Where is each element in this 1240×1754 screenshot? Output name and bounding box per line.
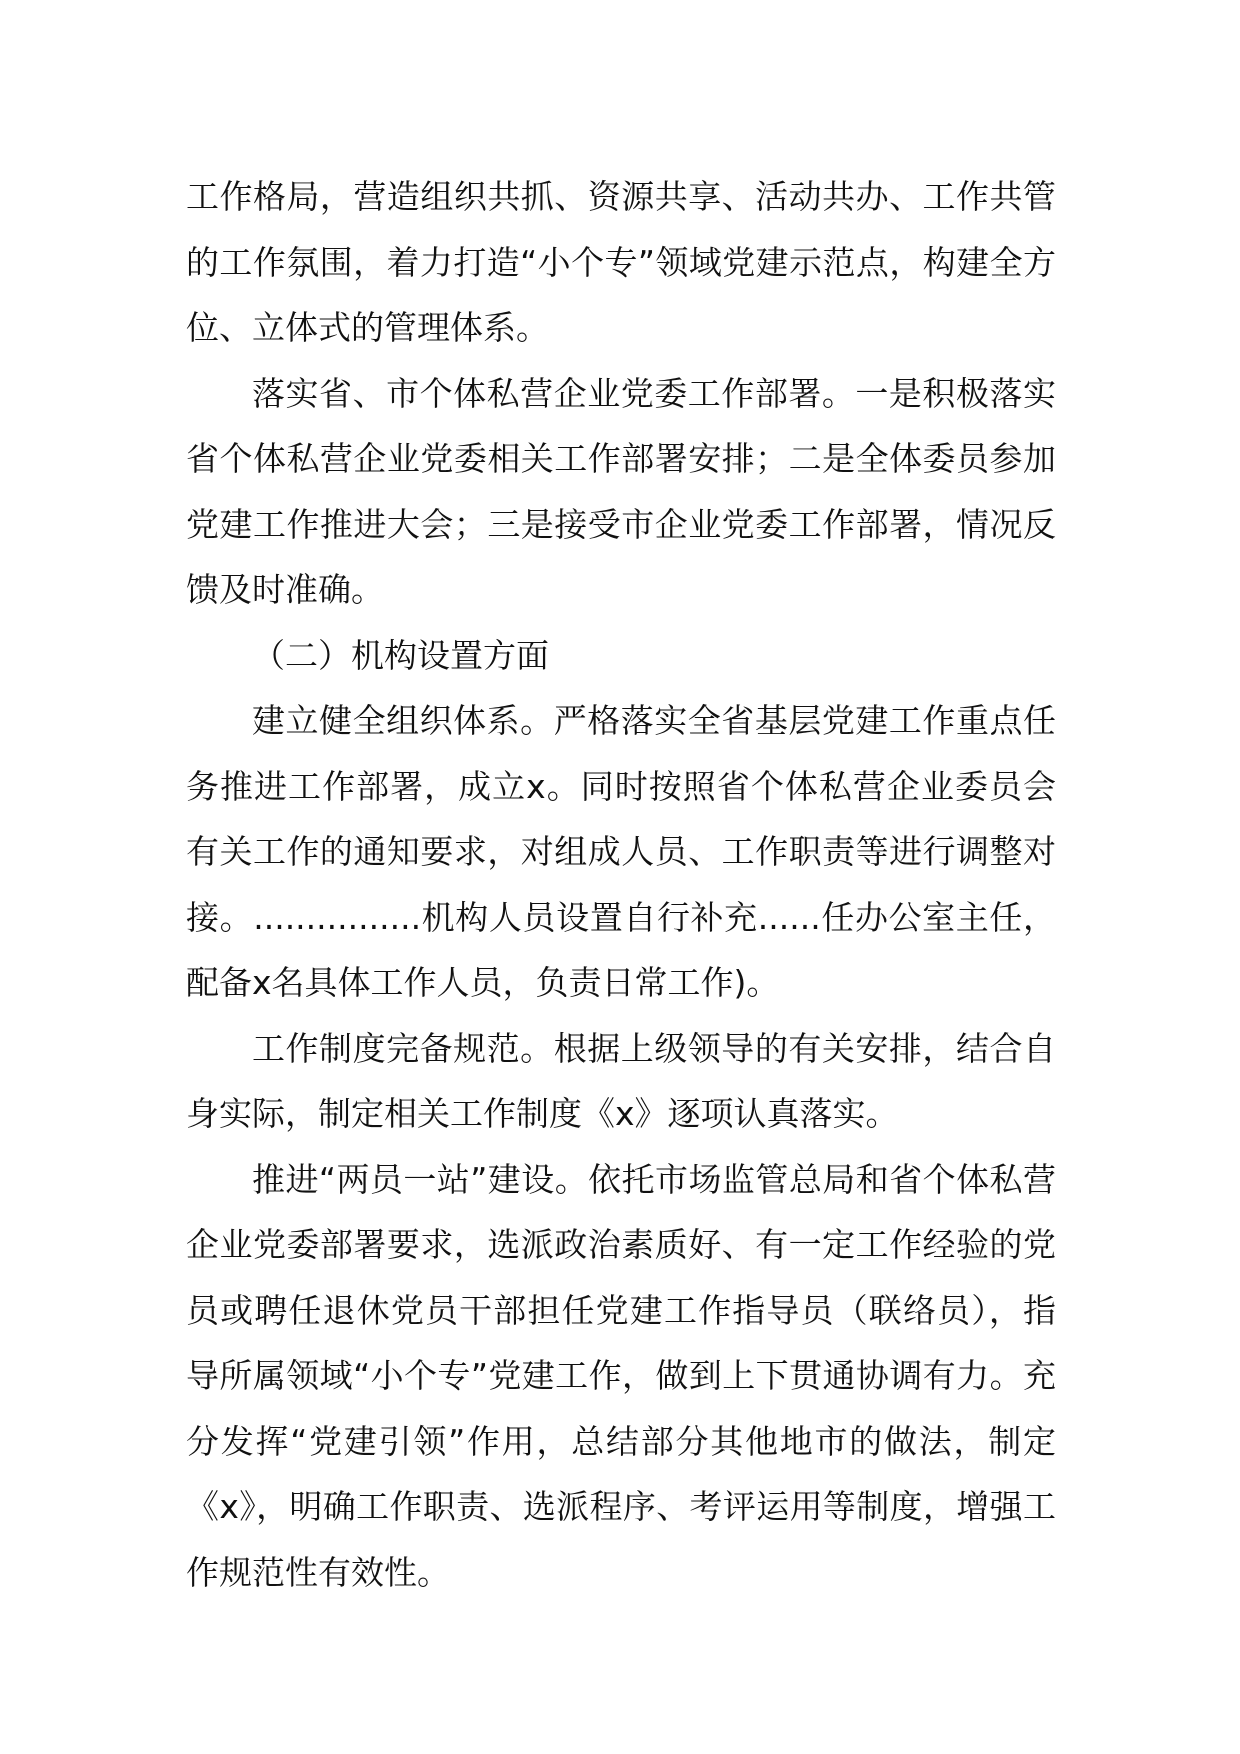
paragraph-two-members-one-station: 推进“两员一站”建设。依托市场监管总局和省个体私营企业党委部署要求，选派政治素质好、有一定工作经验的党员或聘任退休党员干部担任党建工作指导员（联络员），指导所属领域“小个专”党建工作，做到上下贯通协调有力。充分发挥“党建引领”作用，总结部分其他地市的做法，制定《x》，明确工作职责、选派程序、考评运用等制度，增强工作规范性有效性。 — [186, 1159, 1056, 1592]
paragraph-implement-deployment: 落实省、市个体私营企业党委工作部署。一是积极落实省个体私营企业党委相关工作部署安排；二是全体委员参加党建工作推进大会；三是接受市企业党委工作部署，情况反馈及时准确。 — [186, 373, 1056, 609]
document-body — [186, 164, 1056, 1605]
paragraph-work-pattern: 工作格局，营造组织共抓、资源共享、活动共办、工作共管的工作氛围，着力打造“小个专”领域党建示范点，构建全方位、立体式的管理体系。 — [186, 177, 1056, 347]
paragraph-organization-system: 建立健全组织体系。严格落实全省基层党建工作重点任务推进工作部署，成立x。同时按照省个体私营企业委员会有关工作的通知要求，对组成人员、工作职责等进行调整对接。................机构人员设置自行补充......任办公室主任，配备x名具体工作人员，负责日常工作)。 — [186, 701, 1056, 1002]
paragraph-work-rules: 工作制度完备规范。根据上级领导的有关安排，结合自身实际，制定相关工作制度《x》逐项认真落实。 — [186, 1028, 1056, 1133]
section-heading-organization: （二）机构设置方面 — [252, 635, 549, 675]
